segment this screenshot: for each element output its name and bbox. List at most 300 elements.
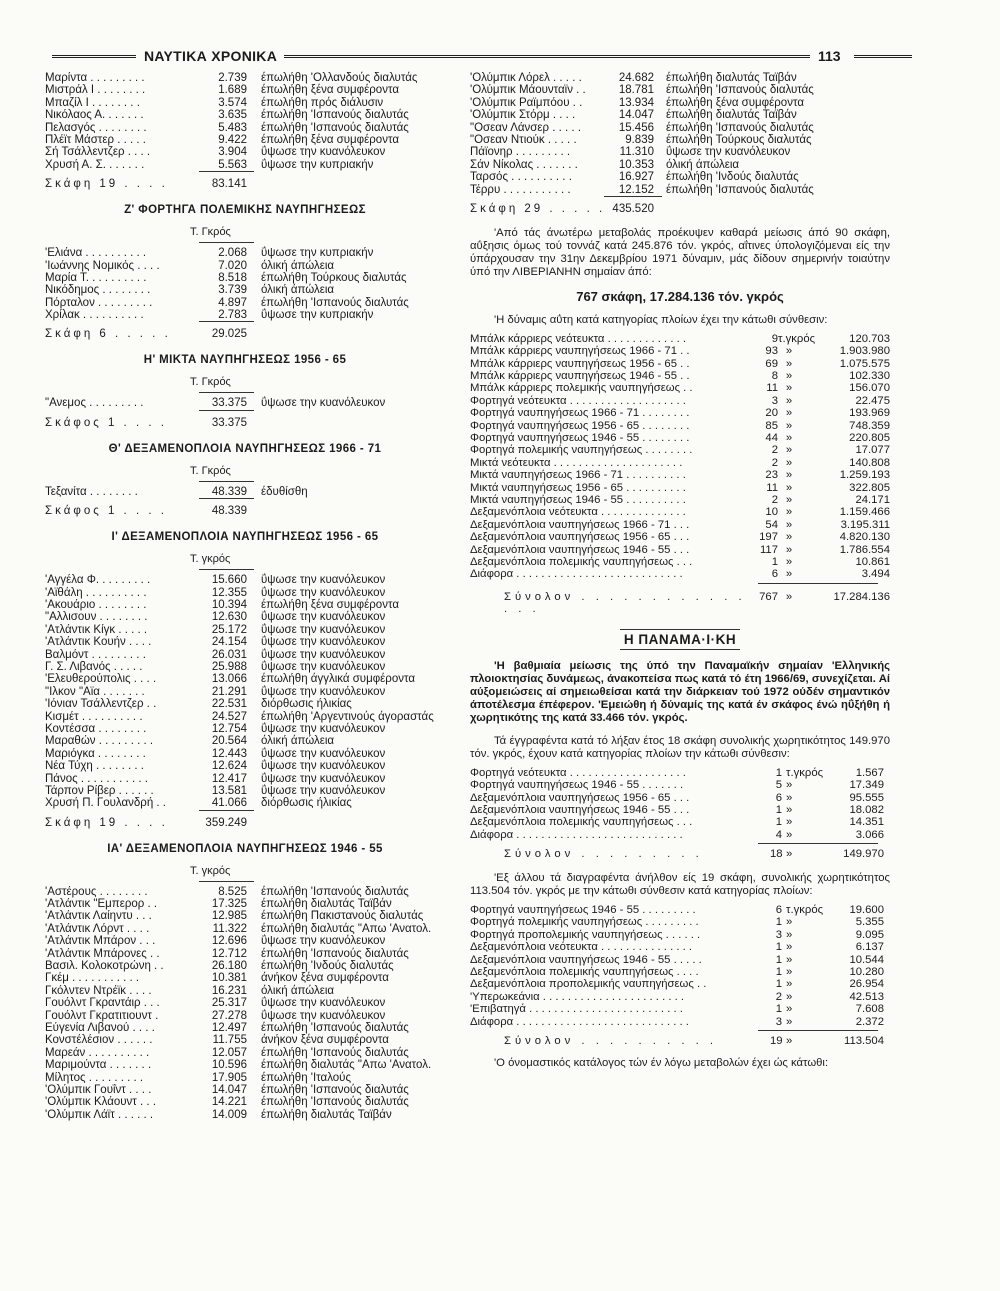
tonnage-value: 120.703 [849,332,890,345]
ditto-mark: » [785,432,793,445]
paragraph: 'Από τάς άνωτέρω μεταβολάς προέκυψεν καθαρά μείωσις άπό 90 σκάφη, αΰξησις όμως τού τοννάζ κατά 245.876 τόν. γκρός, αΐτινες ύπολογιζόμεναι είς την ύπάρχουσαν την 31ην Δεκεμβρίου 1971 δύναμιν, μάς δίδουν σημερινήν τοιαύτην ύπό την ΛΙΒΕΡΙΑΝΗΝ σημαίαν άπό: [470,226,890,278]
category-label: 'Επιβατηγά . . . . . . . . . . . . . . . . . . . . . . . . . [470,1003,683,1016]
vessel-count: 4 [775,828,782,841]
tonnage: 48.339 [211,485,247,498]
header-rule-middle [284,55,810,58]
tonnage: 33.375 [211,397,247,410]
ship-name: Μαραθών . . . . . . . . . [45,735,154,748]
tonnage-value: 1.786.554 [839,543,890,556]
category-row [470,519,890,531]
disposition: διόρθωσις ήλικίας [261,698,352,711]
disposition: ΰψωσε την κυανόλευκον [261,636,386,649]
ship-name: Νικόδημος . . . . . . . . [45,284,151,297]
disposition: ΰψωσε την κυανόλευκον [261,784,386,797]
ship-row [45,247,445,259]
tonnage: 10.353 [618,158,654,171]
tonnage: 3.574 [218,96,247,109]
total-rule [199,498,254,499]
ship-row [45,649,445,661]
ship-name: 'Ακουάριο . . . . . . . . [45,599,147,612]
tonnage: 12.712 [211,947,247,960]
tonnage: 13.066 [211,673,247,686]
disposition: έπωλήθη ξένα συμφέροντα [261,133,399,146]
disposition: άνήκον ξένα συμφέροντα [261,1034,389,1047]
tonnage: 16.231 [211,984,247,997]
tonnage: 12.630 [211,611,247,624]
category-row [470,444,890,456]
category-label: Μπάλκ κάρριερς ναυπηγήσεως 1966 - 71 . . [470,345,690,358]
section-heading: ΙΑ' ΔΕΞΑΜΕΝΟΠΛΟΙΑ ΝΑΥΠΗΓΗΣΕΩΣ 1946 - 55 [107,842,383,855]
tonnage: 18.781 [618,84,654,97]
disposition: ΰψωσε την κυανόλευκον [261,586,386,599]
disposition: ΰψωσε την κυανόλευκον [261,772,386,785]
panama-registered-table [470,767,890,841]
tonnage: 4.897 [218,296,247,309]
total-rule [604,196,662,197]
ship-name: Τάρπον Ρίβερ . . . . . . [45,784,154,797]
category-row [470,829,890,841]
ditto-mark: » [785,419,793,432]
ditto-mark: » [785,531,793,544]
category-label: Δεξαμενόπλοια ναυπηγήσεως 1946 - 55 . . . [470,803,690,816]
category-label: Διάφορα . . . . . . . . . . . . . . . . . . . . . . . . . . . [470,828,683,841]
unit-rule [199,242,254,243]
disposition: έπωλήθη 'Ισπανούς διαλυτάς [261,1046,409,1059]
vessel-count: 117 [759,543,778,556]
category-label: Δεξαμενόπλοια ναυπηγήσεως 1956 - 65 . . . [470,531,690,544]
section-heading: Ζ' ΦΟΡΤΗΓΑ ΠΟΛΕΜΙΚΗΣ ΝΑΥΠΗΓΗΣΕΩΣ [124,204,366,217]
ship-name: 'Ατλάντικ "Εμπερορ . . [45,898,158,911]
tonnage-value: 4.820.130 [839,531,890,544]
ditto-mark: » [786,803,793,816]
ditto-mark: » [786,828,793,841]
vessel-count: 3 [771,394,778,407]
paragraph: Τά έγγραφέντα κατά τό λήξαν έτος 18 σκάφη συνολικής χωρητικότητος 149.970 τόν. γκρός, έχουν κατά κατηγορίας πλοίων την κάτωθι σύνθεσιν: [470,734,890,760]
section-heading: Η' ΜΙΚΤΑ ΝΑΥΠΗΓΗΣΕΩΣ 1956 - 65 [143,354,347,367]
ship-name: Τέρρυ . . . . . . . . . . . [470,183,571,196]
tonnage-value: 17.077 [855,444,890,457]
ship-row [45,910,445,922]
disposition: ΰψωσε την κυανόλευκον [261,747,386,760]
vessel-count: 93 [765,345,778,358]
tonnage-value: 1.259.193 [839,469,890,482]
total-rule [199,810,254,811]
tonnage: 12.497 [211,1021,247,1034]
vessel-count: 5 [775,779,782,792]
ditto-mark: » [785,370,793,383]
paragraph: 'Εξ άλλου τά διαγραφέντα άνήλθον είς 19 σκάφη, συνολικής χωρητικότητος 113.504 τόν. γκρός με την κάτωθι σύνθεσιν κατά κατηγορίας πλοίων: [470,872,890,898]
tonnage: 12.696 [211,935,247,948]
disposition: έπωλήθη διαλυτάς "Απω 'Ανατολ. [261,1059,432,1072]
ship-name: Πόρταλον . . . . . . . . . [45,296,153,309]
tonnage: 10.381 [211,972,247,985]
category-label: Μικτά ναυπηγήσεως 1956 - 65 . . . . . . . . . . [470,481,686,494]
ship-row [45,109,445,121]
section-heading: Ι' ΔΕΞΑΜΕΝΟΠΛΟΙΑ ΝΑΥΠΗΓΗΣΕΩΣ 1956 - 65 [111,531,379,544]
tonnage: 20.564 [211,735,247,748]
tonnage: 22.531 [211,698,247,711]
tonnage: 10.596 [211,1059,247,1072]
ship-name: Πάνος . . . . . . . . . . . [45,772,148,785]
tonnage-value: 2.372 [855,1015,884,1028]
disposition: όλική άπώλεια [261,259,335,272]
page-number: 113 [818,48,841,64]
ditto-mark: » [785,469,793,482]
ditto-mark: τ.γκρός [778,332,816,345]
ditto-mark: » [785,345,793,358]
vessel-count: 54 [765,518,778,531]
ditto-mark: » [786,978,793,991]
ship-row [470,84,890,96]
tanker-1966-list [45,486,445,498]
ship-name: Χρυσή Π. Γουλανδρή . . [45,797,166,810]
vessel-count: 10 [765,506,778,519]
tonnage: 25.988 [211,660,247,673]
ditto-mark: » [785,543,793,556]
ship-name: 'Ολύμπικ Γουΐντ . . . . [45,1083,152,1096]
header-rule-right [854,55,912,58]
category-label: Διάφορα . . . . . . . . . . . . . . . . . . . . . . . . . . . [470,568,683,581]
ship-row [45,611,445,623]
disposition: ΰψωσε την κυανόλευκον [261,1009,386,1022]
disposition: έπωλήθη άγγλικά συμφέροντα [261,673,416,686]
unit-label: Τ. Γκρός [190,376,231,389]
ship-name: Πάϊονηρ . . . . . . . . . [470,146,571,159]
vessel-count: 6 [775,791,782,804]
ship-name: Σάν Νίκολας . . . . . . . [470,158,578,171]
tonnage-value: 18.082 [849,803,884,816]
tonnage: 13.934 [618,96,654,109]
tonnage-value: 19.600 [849,904,884,917]
category-row [470,457,890,469]
category-row [470,954,890,966]
disposition: ΰψωσε την κυανόλευκον [261,146,386,159]
category-label: Φορτηγά νεότευκτα . . . . . . . . . . . . . . . . . . . [470,766,686,779]
category-row [470,407,890,419]
category-label: Φορτηγά πολεμικής ναυπηγήσεως . . . . . . . . [470,444,693,457]
ship-name: Χρίλακ . . . . . . . . . . [45,309,144,322]
ship-name: Γουόλντ Γκρατιτιουντ . [45,1009,159,1022]
disposition: ΰψωσε την κυανόλευκον [261,685,386,698]
category-row [470,345,890,357]
ship-name: 'Ατλάντικ Κουήν . . . . [45,636,152,649]
paragraph: 'Ο όνομαστικός κατάλογος τών έν λόγω μεταβολών έχει ώς κάτωθι: [494,1056,829,1069]
ship-row [45,146,445,158]
category-row [470,816,890,828]
tonnage: 24.154 [211,636,247,649]
ship-row [45,1109,445,1121]
ship-row [45,272,445,284]
ship-row [470,97,890,109]
ship-name: 'Ατλάντικ Λαίηντυ . . . [45,910,152,923]
disposition: έπωλήθη διαλυτάς Ταϊβάν [666,72,797,84]
disposition: ΰψωσε την κυανόλευκον [261,760,386,773]
ditto-mark: » [786,816,793,829]
disposition: έπωλήθη Τούρκους διαλυτάς [261,271,407,284]
category-label: Φορτηγά ναυπηγήσεως 1946 - 55 . . . . . . . . . [470,904,696,917]
vessel-count: 3 [775,928,782,941]
tanker-1946-list [45,886,445,1121]
disposition: έπωλήθη Πακιστανούς διαλυτάς [261,910,424,923]
tonnage-value: 220.805 [849,432,890,445]
ship-row [45,624,445,636]
ship-name: Μαρεάν . . . . . . . . . . [45,1046,150,1059]
ship-row [45,636,445,648]
category-row [470,494,890,506]
ditto-mark: » [786,779,793,792]
vessel-count: 8 [771,370,778,383]
panama-deleted-sum: Σύνολον . . . . . . . . . . 19 » 113.504 [504,1034,884,1047]
disposition: έπωλήθη ξένα συμφέροντα [666,96,804,109]
disposition: έπωλήθη 'Ιταλούς [261,1071,352,1084]
ship-row [45,309,445,321]
header-rule-left [52,55,136,58]
vessel-count: 11 [766,382,778,395]
section-total: Σκάφη 19 . . . . 83.141 [45,178,247,191]
ditto-mark: » [786,791,793,804]
category-row [470,1016,890,1028]
tonnage: 9.839 [625,133,654,146]
ditto-mark: » [786,941,793,954]
ship-name: Μαριόγκα . . . . . . . . [45,747,146,760]
ship-row [45,397,445,409]
ship-row [45,773,445,785]
ship-name: Γουόλντ Γκραντάιρ . . . [45,997,160,1010]
section-heading: Θ' ΔΕΞΑΜΕΝΟΠΛΟΙΑ ΝΑΥΠΗΓΗΣΕΩΣ 1966 - 71 [108,442,382,455]
category-label: Μικτά ναυπηγήσεως 1966 - 71 . . . . . . . . . . [470,469,686,482]
disposition: έπωλήθη 'Ολλανδούς διαλυτάς [261,72,418,84]
ship-name: Βασιλ. Κολοκοτρώνη . . [45,960,164,973]
ship-name: 'Ολύμπικ Μάουνταϊν . . [470,84,586,97]
section-total: Σκάφη 6 . . . . . 29.025 [45,328,247,341]
tonnage: 12.355 [211,586,247,599]
category-label: Δεξαμενόπλοια νεότευκτα . . . . . . . . . . . . . . [470,506,686,519]
tonnage: 8.525 [218,885,247,898]
tonnage: 25.172 [211,623,247,636]
disposition: έπωλήθη 'Ισπανούς διαλυτάς [261,1096,409,1109]
tonnage-value: 9.095 [855,928,884,941]
vessel-count: 20 [765,407,778,420]
unit-rule [199,392,254,393]
ship-row [45,1034,445,1046]
disposition: έπωλήθη διαλυτάς Ταϊβάν [261,1108,392,1121]
mixed-list [45,397,445,409]
category-row [470,556,890,568]
unit-rule [199,569,254,570]
category-row [470,358,890,370]
disposition: ΰψωσε την κυανόλευκον [261,997,386,1010]
tonnage: 8.518 [218,271,247,284]
tonnage: 15.456 [618,121,654,134]
tonnage: 5.563 [218,158,247,171]
tonnage-value: 6.137 [855,941,884,954]
page-header [52,48,912,68]
ship-row [45,599,445,611]
ship-name: 'Ολύμπικ Λόρελ . . . . . [470,72,582,84]
category-label: Φορτηγά ναυπηγήσεως 1966 - 71 . . . . . . . . [470,407,690,420]
unit-rule [199,881,254,882]
ship-row [45,748,445,760]
vessel-count: 1 [775,766,782,779]
disposition: έπωλήθη 'Ισπανούς διαλυτάς [666,183,814,196]
ship-row [45,1010,445,1022]
vessel-count: 3 [775,1015,782,1028]
ship-row [45,797,445,809]
sum-rule [758,1030,878,1031]
category-label: Δεξαμενόπλοια πολεμικής ναυπηγήσεως . . . . [470,966,699,979]
unit-label: Τ. Γκρός [190,464,231,477]
tonnage: 41.066 [211,797,247,810]
disposition: όλική άπώλεια [261,735,335,748]
disposition: άνήκον ξένα συμφέροντα [261,972,389,985]
category-label: Μπάλκ κάρριερς νεότευκτα . . . . . . . . . . . . . [470,332,687,345]
tonnage: 26.031 [211,648,247,661]
category-row [470,978,890,990]
ship-name: Εύγενία Λιβανού . . . . [45,1021,155,1034]
tonnage: 2.068 [218,247,247,260]
vessel-count: 1 [775,953,782,966]
disposition: όλική άπώλεια [261,984,335,997]
ship-row [45,923,445,935]
category-label: Φορτηγά ναυπηγήσεως 1946 - 55 . . . . . . . [470,779,684,792]
ship-row [45,948,445,960]
disposition: έπωλήθη διαλυτάς Ταϊβάν [261,898,392,911]
disposition: έπωλήθη 'Ινδούς διαλυτάς [666,171,799,184]
tonnage-value: 3.066 [855,828,884,841]
ditto-mark: » [786,1003,793,1016]
ship-row [45,1047,445,1059]
vessel-count: 6 [775,904,782,917]
ship-name: Μπαζίλ Ι . . . . . . . . [45,96,140,109]
ditto-mark: τ.γκρός [786,904,824,917]
disposition: έπωλήθη πρός διάλυσιν [261,96,384,109]
tonnage: 16.927 [618,171,654,184]
category-row [470,544,890,556]
ship-row [45,698,445,710]
tonnage: 2.739 [218,72,247,84]
ship-row [45,1072,445,1084]
category-label: Φορτηγά νεότευκτα . . . . . . . . . . . . . . . . . . . [470,394,686,407]
disposition: έδυθίσθη [261,485,308,498]
vessel-count: 1 [775,1003,782,1016]
tonnage: 17.325 [211,898,247,911]
ship-name: Νικόλαος Α. . . . . . . [45,109,144,122]
ship-row [45,661,445,673]
ship-row [470,109,890,121]
vessel-count: 23 [765,469,778,482]
section-total: Σκάφος 1 . . . . 48.339 [45,505,247,518]
disposition: έπωλήθη διαλυτάς Ταϊβάν [666,109,797,122]
ship-name: 'Αστέρους . . . . . . . . [45,885,148,898]
ship-name: 'Ολύμπικ Στόρμ . . . . [470,109,576,122]
ditto-mark: » [786,966,793,979]
ditto-mark: » [786,953,793,966]
disposition: όλική άπώλεια [666,158,740,171]
category-label: Δεξαμενόπλοια ναυπηγήσεως 1946 - 55 . . . . . [470,953,702,966]
vessel-count: 9 [771,332,778,345]
ship-name: Μίλητος . . . . . . . . . [45,1071,144,1084]
category-label: Δεξαμενόπλοια προπολεμικής ναυπηγήσεως . . [470,978,707,991]
total-rule [199,171,254,172]
liberian-total-line: 767 σκάφη, 17.284.136 τόν. γκρός [576,288,784,304]
ditto-mark: » [785,444,793,457]
tonnage: 3.904 [218,146,247,159]
ditto-mark: » [786,990,793,1003]
tonnage-value: 42.513 [849,990,884,1003]
ship-row [45,760,445,772]
disposition: έπωλήθη 'Ινδούς διαλυτάς [261,960,394,973]
unit-rule [199,481,254,482]
ship-name: Βαλμόντ . . . . . . . . . [45,648,146,661]
tonnage-value: 193.969 [849,407,890,420]
ship-row [45,886,445,898]
tonnage-value: 3.195.311 [840,518,890,531]
ditto-mark: » [785,394,793,407]
ditto-mark: » [786,1015,793,1028]
category-row [470,779,890,791]
category-row [470,941,890,953]
ship-row [45,972,445,984]
ship-name: 'Ατλάντικ Μπάρονες . . [45,947,160,960]
ship-name: 'Ιόνιαν Τσάλλεντζερ . . [45,698,157,711]
ship-name: Γκόλντεν Ντρέϊκ . . . . [45,984,152,997]
disposition: έπωλήθη ξένα συμφέροντα [261,599,399,612]
tonnage-value: 24.171 [855,493,890,506]
ship-name: 'Ατλάντικ Μπάρον . . . [45,935,156,948]
tonnage: 2.783 [218,309,247,322]
tonnage: 21.291 [211,685,247,698]
vessel-count: 6 [771,568,778,581]
category-label: Μπάλκ κάρριερς ναυπηγήσεως 1956 - 65 . . [470,357,690,370]
tonnage-value: 156.070 [849,382,890,395]
vessel-count: 1 [775,966,782,979]
ship-row [45,997,445,1009]
category-label: Δεξαμενόπλοια πολεμικής ναυπηγήσεως . . . [470,816,693,829]
disposition: ΰψωσε την κυπριακήν [261,247,374,260]
category-label: Μικτά ναυπηγήσεως 1946 - 55 . . . . . . . . . . [470,493,686,506]
tonnage-value: 22.475 [855,394,890,407]
tonnage-value: 322.805 [849,481,890,494]
panama-registered-sum: Σύνολον . . . . . . . . . 18 » 149.970 [504,848,884,861]
tonnage: 3.635 [218,109,247,122]
category-label: Φορτηγά ναυπηγήσεως 1956 - 65 . . . . . . . . [470,419,690,432]
vessel-count: 1 [775,916,782,929]
category-row [470,482,890,494]
ship-row [470,134,890,146]
disposition: έπωλήθη 'Αργεντινούς άγοραστάς [261,710,434,723]
ship-name: Τεξανίτα . . . . . . . . [45,485,138,498]
journal-title: ΝΑΥΤΙΚΑ ΧΡΟΝΙΚΑ [144,48,278,64]
ditto-mark: » [785,481,793,494]
vessel-count: 1 [775,941,782,954]
disposition: ΰψωσε την κυανόλευκον [261,648,386,661]
ship-row [45,587,445,599]
category-row [470,382,890,394]
liberian-sum-row: Σύνολον . . . . . . . . . . . . . . . 767 » 17.284.136 [504,590,890,615]
category-row [470,804,890,816]
ship-row [470,184,890,196]
disposition: έπωλήθη 'Ισπανούς διαλυτάς [261,121,409,134]
category-row [470,506,890,518]
category-row [470,395,890,407]
tonnage-value: 10.861 [855,555,890,568]
ditto-mark: » [785,568,793,581]
vessel-count: 44 [765,432,778,445]
category-row [470,531,890,543]
tonnage: 11.310 [619,146,654,159]
ship-name: 'Ολύμπικ Ραϊμπόου . . [470,96,583,109]
ship-name: Γ. Σ. Λιβανός . . . . . [45,660,143,673]
